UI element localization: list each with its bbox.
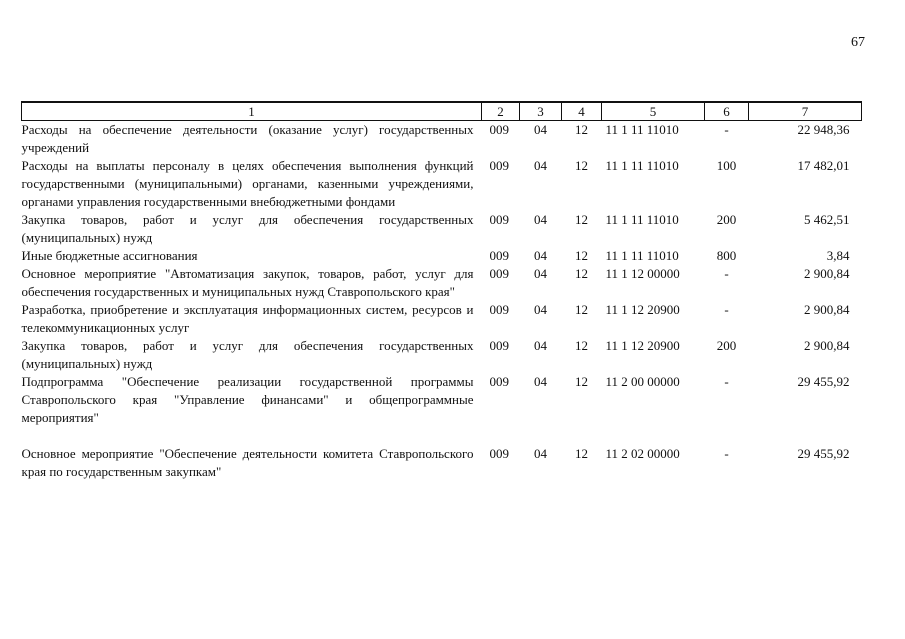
header-col-3: 3 bbox=[520, 102, 562, 121]
row-glava: 009 bbox=[489, 446, 509, 461]
row-glava: 009 bbox=[489, 122, 509, 137]
header-col-4: 4 bbox=[562, 102, 602, 121]
row-csr: 11 1 12 00000 bbox=[605, 266, 680, 281]
row-sum: 2 900,84 bbox=[804, 338, 850, 353]
row-vr: 200 bbox=[716, 212, 737, 227]
row-name: Закупка товаров, работ и услуг для обеспечения государственных (муниципальных) нужд bbox=[21, 338, 474, 371]
table-row bbox=[22, 121, 862, 158]
header-col-7: 7 bbox=[749, 102, 862, 121]
row-rz: 04 bbox=[534, 212, 547, 227]
row-name: Основное мероприятие "Обеспечение деятельности комитета Ставропольского края по государственным закупкам" bbox=[21, 446, 474, 479]
header-col-2: 2 bbox=[482, 102, 520, 121]
row-pr: 12 bbox=[575, 266, 588, 281]
row-name: Закупка товаров, работ и услуг для обеспечения государственных (муниципальных) нужд bbox=[21, 212, 474, 245]
row-csr: 11 1 11 11010 bbox=[605, 212, 679, 227]
row-sum: 2 900,84 bbox=[804, 266, 850, 281]
table-row bbox=[22, 427, 862, 481]
row-pr: 12 bbox=[575, 374, 588, 389]
header-col-1: 1 bbox=[22, 102, 482, 121]
row-csr: 11 1 12 20900 bbox=[605, 302, 680, 317]
row-name: Разработка, приобретение и эксплуатация информационных систем, ресурсов и телекоммуникационных услуг bbox=[21, 302, 474, 335]
row-pr: 12 bbox=[575, 212, 588, 227]
header-row bbox=[22, 102, 862, 121]
row-name: Основное мероприятие "Автоматизация закупок, товаров, работ, услуг для обеспечения государственных и муниципальных нужд Ставропольского края" bbox=[21, 266, 474, 299]
row-vr: - bbox=[724, 446, 729, 461]
row-pr: 12 bbox=[575, 302, 588, 317]
row-sum: 17 482,01 bbox=[797, 158, 850, 173]
row-vr: - bbox=[724, 374, 729, 389]
table-row bbox=[22, 247, 862, 265]
header-col-6: 6 bbox=[705, 102, 749, 121]
row-rz: 04 bbox=[534, 374, 547, 389]
row-name: Расходы на выплаты персоналу в целях обеспечения выполнения функций государственными (муниципальными) органами, казенными учреждениями, органами управления государственными внебюджетными фондами bbox=[21, 158, 474, 209]
row-glava: 009 bbox=[489, 374, 509, 389]
row-rz: 04 bbox=[534, 248, 547, 263]
row-rz: 04 bbox=[534, 158, 547, 173]
row-vr: 100 bbox=[716, 158, 737, 173]
row-glava: 009 bbox=[489, 212, 509, 227]
row-sum: 3,84 bbox=[826, 248, 850, 263]
row-glava: 009 bbox=[489, 248, 509, 263]
header-col-5: 5 bbox=[602, 102, 705, 121]
row-vr: - bbox=[724, 302, 729, 317]
row-rz: 04 bbox=[534, 302, 547, 317]
row-rz: 04 bbox=[534, 122, 547, 137]
row-pr: 12 bbox=[575, 122, 588, 137]
row-rz: 04 bbox=[534, 446, 547, 461]
table-row bbox=[22, 211, 862, 247]
table-row bbox=[22, 265, 862, 301]
table-row bbox=[22, 301, 862, 337]
row-glava: 009 bbox=[489, 338, 509, 353]
row-glava: 009 bbox=[489, 266, 509, 281]
row-sum: 2 900,84 bbox=[804, 302, 850, 317]
row-vr: 800 bbox=[716, 248, 737, 263]
table-row bbox=[22, 157, 862, 211]
row-rz: 04 bbox=[534, 338, 547, 353]
row-pr: 12 bbox=[575, 446, 588, 461]
row-pr: 12 bbox=[575, 248, 588, 263]
row-csr: 11 2 00 00000 bbox=[605, 374, 680, 389]
row-name: Иные бюджетные ассигнования bbox=[21, 248, 198, 263]
row-csr: 11 1 11 11010 bbox=[605, 158, 679, 173]
table-header bbox=[22, 102, 862, 121]
row-glava: 009 bbox=[489, 158, 509, 173]
row-vr: - bbox=[724, 266, 729, 281]
row-csr: 11 1 11 11010 bbox=[605, 122, 679, 137]
row-csr: 11 1 12 20900 bbox=[605, 338, 680, 353]
row-vr: - bbox=[724, 122, 729, 137]
page-number: 67 bbox=[851, 35, 865, 50]
row-pr: 12 bbox=[575, 158, 588, 173]
row-glava: 009 bbox=[489, 302, 509, 317]
row-csr: 11 1 11 11010 bbox=[605, 248, 679, 263]
row-sum: 29 455,92 bbox=[797, 374, 850, 389]
row-sum: 5 462,51 bbox=[804, 212, 850, 227]
row-vr: 200 bbox=[716, 338, 737, 353]
row-sum: 29 455,92 bbox=[797, 446, 850, 461]
row-sum: 22 948,36 bbox=[797, 122, 850, 137]
row-rz: 04 bbox=[534, 266, 547, 281]
table-row bbox=[22, 337, 862, 373]
table-row bbox=[22, 373, 862, 427]
row-csr: 11 2 02 00000 bbox=[605, 446, 680, 461]
row-pr: 12 bbox=[575, 338, 588, 353]
row-name: Подпрограмма "Обеспечение реализации государственной программы Ставропольского края "Управление финансами" и общепрограммные мероприятия" bbox=[21, 374, 474, 425]
budget-table bbox=[21, 101, 862, 481]
row-name: Расходы на обеспечение деятельности (оказание услуг) государственных учреждений bbox=[21, 122, 474, 155]
table-body bbox=[22, 121, 862, 482]
